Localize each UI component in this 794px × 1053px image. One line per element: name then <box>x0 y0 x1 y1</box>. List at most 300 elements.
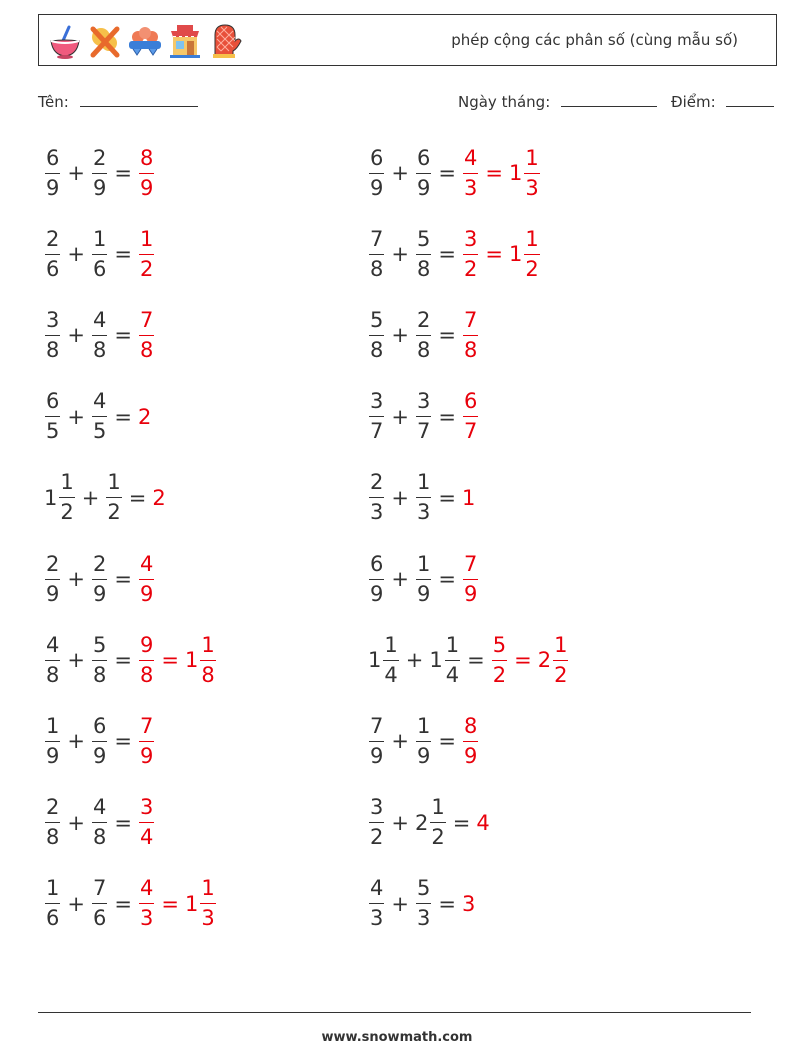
problem-row <box>44 463 167 533</box>
whole-number: 1 <box>429 648 443 673</box>
problem-row <box>368 138 541 208</box>
fraction-bar <box>106 497 121 498</box>
denominator: 9 <box>46 581 60 606</box>
denominator: 9 <box>46 175 60 200</box>
fraction <box>416 228 431 281</box>
numerator: 1 <box>445 632 460 657</box>
plus-sign: + <box>67 810 85 835</box>
fraction-bar <box>369 497 384 498</box>
fraction <box>92 715 107 768</box>
plus-sign: + <box>67 567 85 591</box>
fraction-bar <box>92 335 107 336</box>
denominator: 4 <box>445 662 460 687</box>
numerator: 7 <box>463 551 478 576</box>
fraction <box>369 715 384 768</box>
numerator: 7 <box>92 876 107 901</box>
answer <box>152 486 166 510</box>
numerator: 1 <box>554 632 568 657</box>
numerator: 7 <box>370 226 384 251</box>
fraction <box>139 228 154 281</box>
fraction <box>463 228 478 281</box>
numerator: 1 <box>431 795 445 820</box>
plus-sign: + <box>391 161 409 185</box>
problem-row <box>44 544 155 614</box>
numerator: 6 <box>370 145 384 170</box>
numerator: 7 <box>463 307 478 332</box>
equals-sign: = <box>438 567 456 591</box>
numerator: 5 <box>370 307 384 332</box>
denominator: 6 <box>46 906 60 931</box>
fraction-bar <box>200 903 215 904</box>
denominator: 8 <box>416 256 431 281</box>
fraction-bar <box>416 335 431 336</box>
fraction-bar <box>139 741 154 742</box>
denominator: 2 <box>525 256 539 281</box>
fraction <box>45 228 60 281</box>
fraction <box>200 877 215 930</box>
fraction <box>369 471 384 524</box>
problem-row <box>368 219 541 289</box>
denominator: 8 <box>46 662 60 687</box>
fraction <box>106 471 121 524</box>
problem-row <box>368 625 569 695</box>
fraction-bar <box>45 822 60 823</box>
fraction-bar <box>92 254 107 255</box>
numerator: 6 <box>463 389 478 414</box>
equals-sign: = <box>114 810 132 835</box>
denominator: 2 <box>431 825 445 850</box>
fraction <box>492 634 507 687</box>
denominator: 9 <box>92 175 107 200</box>
denominator: 8 <box>92 825 107 850</box>
rolling-pin-icon <box>87 21 123 61</box>
date-blank <box>561 92 657 107</box>
numerator: 4 <box>139 876 154 901</box>
fraction-bar <box>139 579 154 580</box>
numerator: 6 <box>92 713 107 738</box>
fraction-bar <box>45 254 60 255</box>
fraction-bar <box>45 173 60 174</box>
answer <box>476 811 490 835</box>
denominator: 7 <box>370 419 384 444</box>
numerator: 1 <box>201 876 215 901</box>
fraction <box>139 715 154 768</box>
fraction-bar <box>524 173 539 174</box>
denominator: 9 <box>416 175 431 200</box>
fraction-bar <box>416 741 431 742</box>
fraction-bar <box>45 579 60 580</box>
plus-sign: + <box>391 242 409 267</box>
fraction <box>45 390 60 443</box>
fraction <box>416 877 431 930</box>
answer <box>185 877 217 930</box>
whole-number: 1 <box>508 161 523 185</box>
answer <box>462 147 479 200</box>
denominator: 9 <box>92 581 107 606</box>
denominator: 3 <box>416 906 431 931</box>
fraction-bar <box>92 173 107 174</box>
plus-sign: + <box>67 161 85 185</box>
numerator: 3 <box>46 307 60 332</box>
fraction <box>524 147 539 200</box>
footer-url: www.snowmath.com <box>321 1030 473 1045</box>
equals-sign: = <box>438 242 456 267</box>
answer <box>138 715 155 768</box>
fraction-bar <box>553 660 568 661</box>
denominator: 9 <box>46 743 60 768</box>
numerator: 2 <box>416 307 431 332</box>
numerator: 1 <box>139 226 154 251</box>
numerator: 4 <box>370 876 384 901</box>
equals-sign: = <box>514 648 532 673</box>
equals-sign: = <box>114 323 132 348</box>
fraction <box>45 715 60 768</box>
equals-sign: = <box>438 323 456 348</box>
denominator: 8 <box>416 337 431 362</box>
fraction-bar <box>383 660 398 661</box>
fraction-bar <box>45 416 60 417</box>
problem-row <box>368 544 479 614</box>
name-blank <box>80 92 198 107</box>
plus-sign: + <box>391 891 409 916</box>
plus-sign: + <box>391 567 409 591</box>
fraction <box>92 796 107 849</box>
answer <box>462 228 479 281</box>
whole-number: 4 <box>476 810 490 835</box>
fraction <box>369 553 384 606</box>
whole-number: 1 <box>44 485 58 510</box>
numerator: 4 <box>92 389 107 414</box>
numerator: 4 <box>139 551 154 576</box>
bakery-shop-icon <box>167 21 203 61</box>
equals-sign: = <box>438 485 456 510</box>
denominator: 7 <box>463 419 478 444</box>
fraction-bar <box>59 497 74 498</box>
worksheet-title: phép cộng các phân số (cùng mẫu số) <box>451 31 738 49</box>
fraction <box>463 715 478 768</box>
denominator: 2 <box>370 825 384 850</box>
fraction-bar <box>92 416 107 417</box>
fraction <box>430 796 445 849</box>
answer <box>462 390 479 443</box>
fraction <box>139 147 154 200</box>
numerator: 8 <box>139 145 154 170</box>
fraction-bar <box>463 254 478 255</box>
denominator: 2 <box>139 256 154 281</box>
denominator: 9 <box>463 743 478 768</box>
denominator: 8 <box>46 337 60 362</box>
whole-number: 1 <box>461 485 476 510</box>
numerator: 1 <box>416 713 431 738</box>
denominator: 9 <box>139 175 154 200</box>
fraction-bar <box>369 579 384 580</box>
plus-sign: + <box>391 323 409 348</box>
numerator: 2 <box>46 226 60 251</box>
fraction <box>139 877 154 930</box>
answer <box>138 147 155 200</box>
name-label: Tên: <box>38 93 69 111</box>
denominator: 6 <box>92 906 107 931</box>
problem-row <box>44 138 155 208</box>
score-field <box>671 92 774 111</box>
equals-sign: = <box>438 891 456 916</box>
fraction-bar <box>416 254 431 255</box>
fraction <box>416 309 431 362</box>
fraction <box>553 634 568 687</box>
answer <box>538 634 570 687</box>
answer <box>138 877 155 930</box>
plus-sign: + <box>67 242 85 267</box>
answer <box>138 405 152 429</box>
fraction-bar <box>369 254 384 255</box>
whole-number: 1 <box>368 648 382 673</box>
fraction-bar <box>430 822 445 823</box>
denominator: 8 <box>463 337 478 362</box>
numerator: 2 <box>46 551 60 576</box>
numerator: 2 <box>370 470 384 495</box>
denominator: 2 <box>554 662 568 687</box>
fraction <box>416 390 431 443</box>
fraction-bar <box>369 173 384 174</box>
fraction-bar <box>463 416 478 417</box>
numerator: 6 <box>46 145 60 170</box>
fraction-bar <box>369 822 384 823</box>
fraction <box>45 309 60 362</box>
numerator: 2 <box>46 795 60 820</box>
denominator: 3 <box>370 906 384 931</box>
fraction-bar <box>45 903 60 904</box>
fraction-bar <box>92 822 107 823</box>
numerator: 5 <box>416 226 431 251</box>
fraction-bar <box>492 660 507 661</box>
fraction <box>524 228 539 281</box>
plus-sign: + <box>67 404 85 429</box>
denominator: 8 <box>92 337 107 362</box>
denominator: 8 <box>370 337 384 362</box>
denominator: 2 <box>107 500 121 525</box>
numerator: 8 <box>463 713 478 738</box>
fraction <box>45 553 60 606</box>
whole-number: 2 <box>137 404 152 429</box>
fraction <box>139 309 154 362</box>
score-blank <box>726 92 774 107</box>
problem-row <box>44 788 155 858</box>
equals-sign: = <box>128 485 147 510</box>
denominator: 8 <box>46 825 60 850</box>
numerator: 1 <box>107 470 121 495</box>
fraction <box>416 471 431 524</box>
denominator: 9 <box>463 581 478 606</box>
problem-row <box>44 706 155 776</box>
answer <box>138 796 155 849</box>
fraction-bar <box>45 741 60 742</box>
whole-number: 1 <box>184 648 199 673</box>
whole-number: 1 <box>508 242 523 267</box>
fraction-bar <box>416 497 431 498</box>
fraction-bar <box>416 579 431 580</box>
whole-number: 3 <box>461 891 476 916</box>
fraction <box>92 390 107 443</box>
equals-sign: = <box>114 404 132 429</box>
whole-number: 2 <box>537 648 552 673</box>
numerator: 5 <box>416 876 431 901</box>
denominator: 3 <box>201 906 215 931</box>
equals-sign: = <box>485 161 503 185</box>
fraction <box>369 228 384 281</box>
equals-sign: = <box>467 648 485 673</box>
fraction-bar <box>45 660 60 661</box>
fraction-bar <box>92 741 107 742</box>
footer-divider <box>38 1012 751 1013</box>
fraction <box>369 309 384 362</box>
plus-sign: + <box>67 323 85 348</box>
fraction-bar <box>92 903 107 904</box>
numerator: 1 <box>525 226 539 251</box>
numerator: 1 <box>416 551 431 576</box>
equals-sign: = <box>114 648 132 673</box>
answer <box>138 228 155 281</box>
fraction <box>463 309 478 362</box>
fraction <box>369 147 384 200</box>
whole-number: 2 <box>414 810 429 835</box>
answer <box>509 228 541 281</box>
plus-sign: + <box>81 485 100 510</box>
score-label: Điểm: <box>671 93 716 111</box>
fraction <box>416 553 431 606</box>
answer <box>138 553 155 606</box>
fraction-bar <box>92 579 107 580</box>
numerator: 3 <box>139 795 154 820</box>
fraction-bar <box>92 660 107 661</box>
denominator: 5 <box>92 419 107 444</box>
whole-number: 2 <box>152 485 166 510</box>
plus-sign: + <box>391 485 409 510</box>
fraction-bar <box>139 335 154 336</box>
problem-row <box>368 463 476 533</box>
plus-sign: + <box>391 810 409 835</box>
denominator: 2 <box>492 662 507 687</box>
fraction <box>200 634 215 687</box>
numerator: 3 <box>416 389 431 414</box>
numerator: 7 <box>139 307 154 332</box>
fraction <box>45 634 60 687</box>
denominator: 9 <box>416 743 431 768</box>
numerator: 3 <box>370 795 384 820</box>
numerator: 9 <box>139 632 154 657</box>
problem-row <box>368 382 479 452</box>
answer <box>138 634 155 687</box>
problem-row <box>44 219 155 289</box>
fraction <box>45 877 60 930</box>
fraction-bar <box>416 416 431 417</box>
equals-sign: = <box>438 404 456 429</box>
numerator: 4 <box>92 307 107 332</box>
date-label: Ngày tháng: <box>458 93 551 111</box>
fraction <box>463 553 478 606</box>
fraction <box>92 309 107 362</box>
numerator: 1 <box>60 470 74 495</box>
equals-sign: = <box>438 161 456 185</box>
fraction <box>463 390 478 443</box>
plus-sign: + <box>67 891 85 916</box>
denominator: 3 <box>525 175 539 200</box>
fraction-bar <box>139 822 154 823</box>
plus-sign: + <box>67 729 85 754</box>
denominator: 8 <box>139 662 154 687</box>
numerator: 4 <box>92 795 107 820</box>
denominator: 4 <box>139 825 154 850</box>
fraction <box>369 877 384 930</box>
answer <box>491 634 508 687</box>
answer <box>462 715 479 768</box>
fraction <box>369 796 384 849</box>
equals-sign: = <box>114 567 132 591</box>
equals-sign: = <box>161 648 179 673</box>
name-field <box>38 92 198 111</box>
equals-sign: = <box>438 729 456 754</box>
fraction <box>92 228 107 281</box>
denominator: 9 <box>370 743 384 768</box>
fraction <box>383 634 398 687</box>
problem-row <box>368 788 491 858</box>
denominator: 3 <box>463 175 478 200</box>
fraction-bar <box>369 903 384 904</box>
plus-sign: + <box>391 404 409 429</box>
denominator: 3 <box>416 500 431 525</box>
denominator: 6 <box>46 256 60 281</box>
fraction-bar <box>139 254 154 255</box>
fraction <box>369 390 384 443</box>
fraction-bar <box>463 741 478 742</box>
numerator: 3 <box>463 226 478 251</box>
problem-row <box>44 382 152 452</box>
equals-sign: = <box>114 891 132 916</box>
numerator: 2 <box>92 145 107 170</box>
denominator: 9 <box>370 175 384 200</box>
denominator: 8 <box>201 662 215 687</box>
fraction-bar <box>369 741 384 742</box>
numerator: 3 <box>370 389 384 414</box>
numerator: 1 <box>201 632 215 657</box>
fraction-bar <box>369 416 384 417</box>
fraction <box>139 796 154 849</box>
numerator: 1 <box>384 632 398 657</box>
answer <box>462 553 479 606</box>
denominator: 8 <box>370 256 384 281</box>
numerator: 1 <box>46 876 60 901</box>
denominator: 9 <box>139 581 154 606</box>
equals-sign: = <box>161 891 179 916</box>
plus-sign: + <box>391 729 409 754</box>
answer <box>462 309 479 362</box>
denominator: 9 <box>416 581 431 606</box>
problem-row <box>44 869 217 939</box>
plus-sign: + <box>67 648 85 673</box>
denominator: 8 <box>92 662 107 687</box>
equals-sign: = <box>485 242 503 267</box>
fraction <box>45 796 60 849</box>
denominator: 2 <box>60 500 74 525</box>
answer <box>185 634 217 687</box>
numerator: 4 <box>463 145 478 170</box>
answer <box>138 309 155 362</box>
problem-row <box>368 706 479 776</box>
denominator: 4 <box>384 662 398 687</box>
equals-sign: = <box>114 242 132 267</box>
equals-sign: = <box>114 729 132 754</box>
denominator: 3 <box>139 906 154 931</box>
problem-row <box>368 869 476 939</box>
